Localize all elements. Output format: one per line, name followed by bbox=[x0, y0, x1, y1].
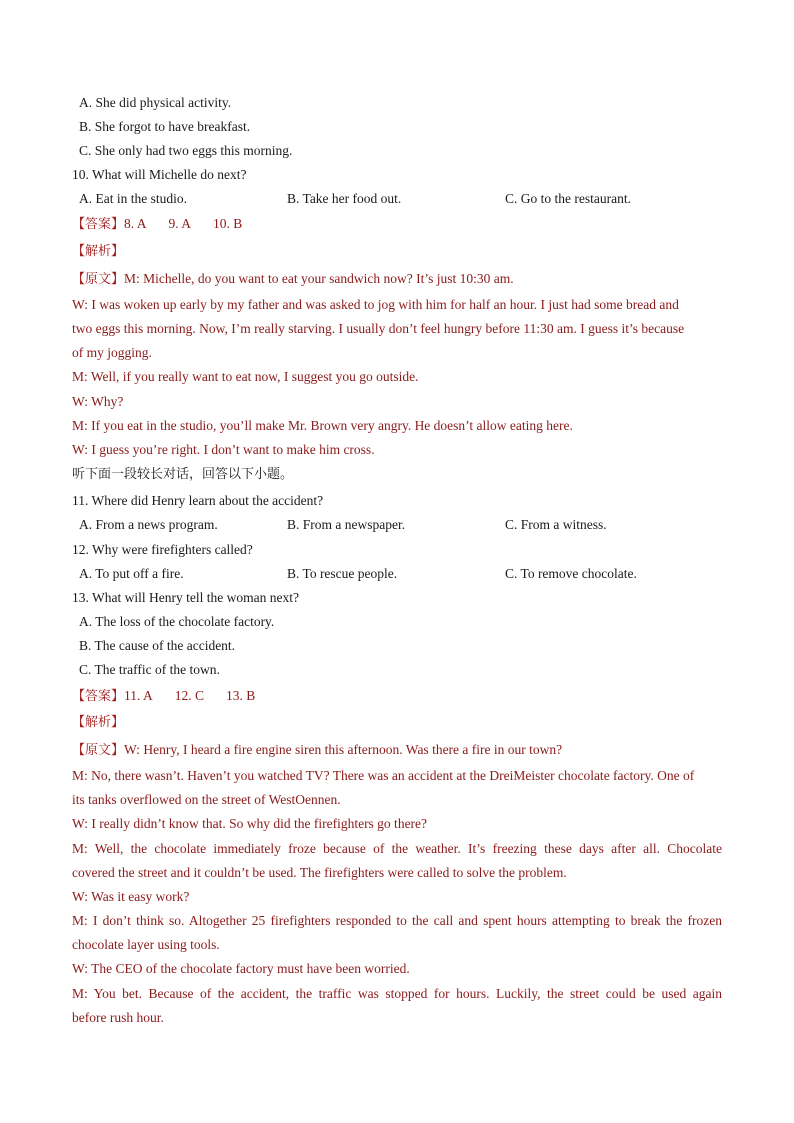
q12-question: 12. Why were firefighters called? bbox=[72, 542, 253, 557]
q9-option-b: B. She forgot to have breakfast. bbox=[79, 119, 251, 134]
transcript-1-text: M: Michelle, do you want to eat your sandwich now? It’s just 10:30 am. bbox=[124, 271, 514, 286]
answer-item: 11. A bbox=[124, 688, 153, 703]
transcript-2-line-8: M: I don’t think so. Altogether 25 firefighters responded to the call and spent hours attempting to break the frozen bbox=[72, 913, 722, 928]
original-tag: 【原文】 bbox=[72, 272, 125, 287]
q13-option-b: B. The cause of the accident. bbox=[79, 638, 236, 653]
transcript-1-line-8: W: I guess you’re right. I don’t want to make him cross. bbox=[72, 442, 375, 457]
original-tag: 【原文】 bbox=[72, 743, 125, 758]
q11-option-b: B. From a newspaper. bbox=[287, 517, 406, 532]
transcript-2-line-3: its tanks overflowed on the street of WestOennen. bbox=[72, 792, 341, 807]
transcript-1-line-5: M: Well, if you really want to eat now, I suggest you go outside. bbox=[72, 369, 419, 384]
transcript-2-line-9: chocolate layer using tools. bbox=[72, 937, 220, 952]
transcript-1-line-1 bbox=[72, 270, 514, 289]
section-intro: 听下面一段较长对话，回答以下小题。 bbox=[72, 467, 294, 482]
transcript-2-line-10: W: The CEO of the chocolate factory must have been worried. bbox=[72, 961, 410, 976]
transcript-2-text: W: Henry, I heard a fire engine siren this afternoon. Was there a fire in our town? bbox=[124, 742, 563, 757]
transcript-2-line-11: M: You bet. Because of the accident, the traffic was stopped for hours. Luckily, the street could be used again bbox=[72, 986, 722, 1001]
analysis-tag-1: 【解析】 bbox=[72, 244, 125, 259]
transcript-2-line-7: W: Was it easy work? bbox=[72, 889, 190, 904]
q12-option-c: C. To remove chocolate. bbox=[505, 566, 637, 581]
transcript-1-line-2: W: I was woken up early by my father and was asked to jog with him for half an hour. I just had some bread and bbox=[72, 297, 679, 312]
q13-question: 13. What will Henry tell the woman next? bbox=[72, 590, 299, 605]
transcript-2-line-2: M: No, there wasn’t. Haven’t you watched TV? There was an accident at the DreiMeister chocolate factory. One of bbox=[72, 768, 695, 783]
q11-option-c: C. From a witness. bbox=[505, 517, 607, 532]
answer-item: 10. B bbox=[213, 216, 243, 231]
q10-question: 10. What will Michelle do next? bbox=[72, 167, 247, 182]
transcript-2-line-6: covered the street and it couldn’t be used. The firefighters were called to solve the problem. bbox=[72, 865, 567, 880]
q11-option-a: A. From a news program. bbox=[79, 517, 218, 532]
answer-item: 13. B bbox=[226, 688, 256, 703]
answer-item: 9. A bbox=[168, 216, 192, 231]
transcript-1-line-6: W: Why? bbox=[72, 394, 124, 409]
answer-block-1 bbox=[72, 215, 242, 234]
q12-option-b: B. To rescue people. bbox=[287, 566, 398, 581]
q12-option-a: A. To put off a fire. bbox=[79, 566, 184, 581]
q9-option-c: C. She only had two eggs this morning. bbox=[79, 143, 293, 158]
q11-question: 11. Where did Henry learn about the accident? bbox=[72, 493, 324, 508]
analysis-tag-2: 【解析】 bbox=[72, 715, 125, 730]
q10-option-b: B. Take her food out. bbox=[287, 191, 402, 206]
transcript-1-line-7: M: If you eat in the studio, you’ll make Mr. Brown very angry. He doesn’t allow eating here. bbox=[72, 418, 573, 433]
q10-option-c: C. Go to the restaurant. bbox=[505, 191, 631, 206]
q9-option-a: A. She did physical activity. bbox=[79, 95, 232, 110]
answer-tag: 【答案】 bbox=[72, 217, 125, 232]
q13-option-a: A. The loss of the chocolate factory. bbox=[79, 614, 275, 629]
transcript-2-line-4: W: I really didn’t know that. So why did the firefighters go there? bbox=[72, 816, 428, 831]
answer-block-2 bbox=[72, 687, 255, 706]
transcript-2-line-5: M: Well, the chocolate immediately froze because of the weather. It’s freezing these days after all. Chocolate bbox=[72, 841, 722, 856]
transcript-2-line-12: before rush hour. bbox=[72, 1010, 164, 1025]
answer-tag: 【答案】 bbox=[72, 689, 125, 704]
answer-item: 8. A bbox=[124, 216, 147, 231]
transcript-2-line-1 bbox=[72, 741, 562, 760]
transcript-1-line-4: of my jogging. bbox=[72, 345, 152, 360]
answer-item: 12. C bbox=[174, 688, 205, 703]
q13-option-c: C. The traffic of the town. bbox=[79, 662, 220, 677]
q10-option-a: A. Eat in the studio. bbox=[79, 191, 187, 206]
transcript-1-line-3: two eggs this morning. Now, I’m really starving. I usually don’t feel hungry before 11:30 am. I guess it’s because bbox=[72, 321, 685, 336]
